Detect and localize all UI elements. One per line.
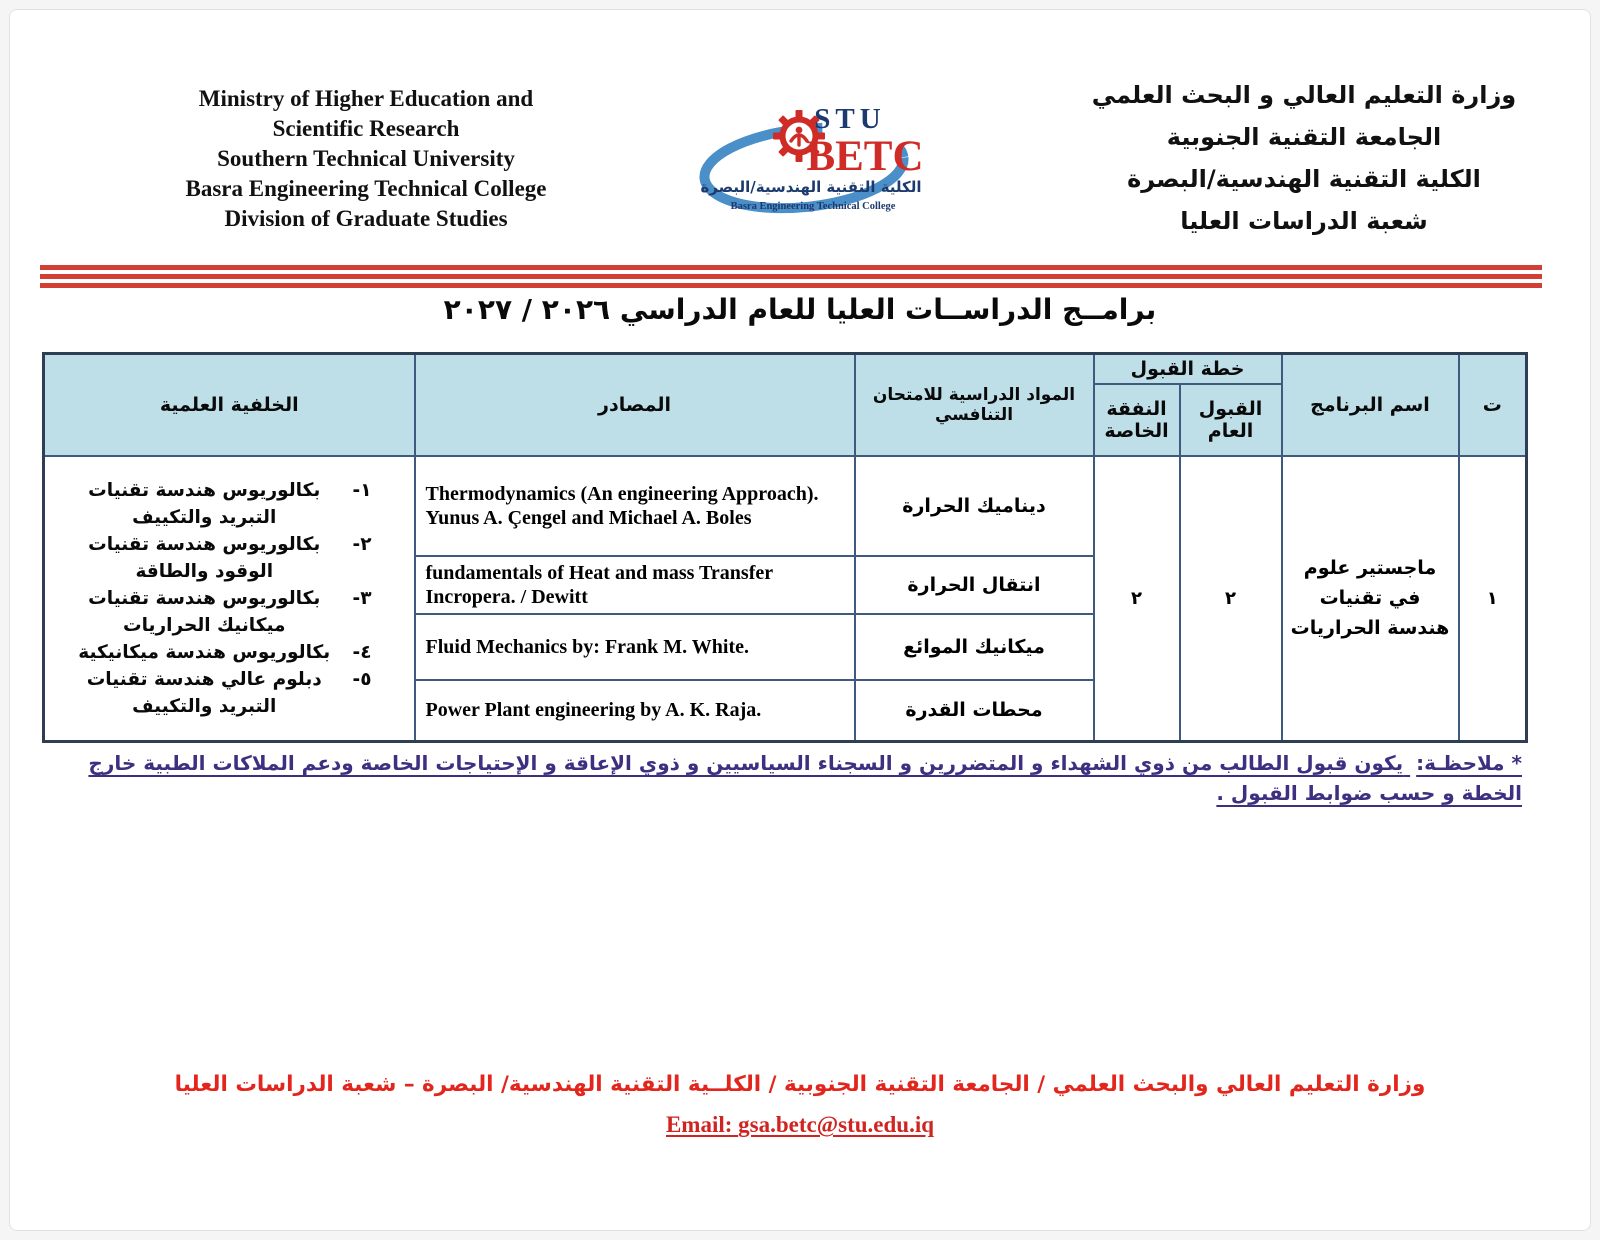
footer-email (0, 1112, 1600, 1138)
letterhead-english-line: Scientific Research (272, 116, 460, 141)
logo-arabic-name: الكلية التقنية الهندسية/البصرة (700, 178, 921, 196)
email-label: Email: (665, 1112, 733, 1137)
background-item (71, 639, 372, 666)
letterhead-english-line: Southern Technical University (217, 146, 515, 171)
background-item-number: ٢- (352, 533, 372, 555)
col-header-sources: المصادر (415, 354, 855, 456)
college-logo-emblem (693, 90, 921, 218)
letterhead-english-line: Ministry of Higher Education and (198, 86, 534, 111)
cell-subject: ديناميك الحرارة (855, 456, 1094, 556)
cell-source: Fluid Mechanics by: Frank M. White. (415, 614, 855, 680)
cell-source: fundamentals of Heat and mass Transfer Incropera. / Dewitt (415, 556, 855, 614)
logo-stu-text: STU (814, 103, 886, 135)
letterhead-arabic-line: شعبة الدراسات العليا (1180, 207, 1428, 235)
divider-rule-top (40, 265, 1542, 270)
background-item-number: ١- (352, 479, 372, 501)
col-header-private-expense: النفقة الخاصة (1094, 384, 1180, 456)
programs-table (42, 352, 1528, 743)
logo-english-name: Basra Engineering Technical College (730, 201, 896, 212)
person-icon (796, 127, 803, 134)
background-item-text: بكالوريوس هندسة تقنيات ميكانيك الحراريات (88, 587, 321, 636)
divider-rule-bottom (40, 283, 1542, 288)
background-item-number: ٣- (352, 587, 372, 609)
background-item-number: ٥- (352, 668, 372, 690)
cell-serial: ١ (1459, 456, 1527, 742)
email-address: gsa.betc@stu.edu.iq (738, 1112, 935, 1137)
background-item-text: بكالوريوس هندسة تقنيات الوقود والطاقة (88, 533, 321, 582)
col-header-serial: ت (1459, 354, 1527, 456)
admission-note (60, 748, 1522, 808)
footer-line: وزارة التعليم العالي والبحث العلمي / الجامعة التقنية الجنوبية / الكلــية التقنية الهندسية/ البصرة – شعبة الدراسات العليا (174, 1072, 1426, 1097)
document-title: برامــج الدراســات العليا للعام الدراسي ٢٠٢٦ / ٢٠٢٧ (443, 293, 1157, 326)
letterhead-arabic-line: الجامعة التقنية الجنوبية (1166, 123, 1442, 151)
note-text: يكون قبول الطالب من ذوي الشهداء و المتضررين و السجناء السياسيين و ذوي الإعاقة و الإحتياجات الخاصة ودعم الملاكات الطبية خارج الخطة و حسب ضوابط القبول . (88, 751, 1522, 805)
cell-source: Thermodynamics (An engineering Approach). Yunus A. Çengel and Michael A. Boles (415, 456, 855, 556)
cell-program-name: ماجستير علوم في تقنيات هندسة الحراريات (1282, 456, 1459, 742)
letterhead-arabic-line: وزارة التعليم العالي و البحث العلمي (1091, 81, 1517, 109)
divider-rule-middle (40, 274, 1542, 279)
background-item-text: دبلوم عالي هندسة تقنيات التبريد والتكييف (86, 668, 322, 717)
cell-subject: انتقال الحرارة (855, 556, 1094, 614)
col-header-subjects: المواد الدراسية للامتحان التنافسي (855, 354, 1094, 456)
background-item-number: ٤- (352, 641, 372, 663)
cell-scientific-background (44, 456, 415, 742)
background-item (71, 531, 372, 585)
logo-betc-text: BETC (806, 133, 921, 180)
cell-general-admission: ٢ (1180, 456, 1282, 742)
background-item-text: بكالوريوس هندسة تقنيات التبريد والتكييف (88, 479, 321, 528)
letterhead-english (90, 84, 642, 234)
background-item-text: بكالوريوس هندسة ميكانيكية (78, 641, 331, 663)
cell-subject: ميكانيك الموائع (855, 614, 1094, 680)
letterhead-english-line: Basra Engineering Technical College (185, 176, 547, 201)
col-header-admission-plan: خطة القبول (1094, 354, 1282, 384)
college-logo (693, 90, 921, 218)
cell-subject: محطات القدرة (855, 680, 1094, 742)
col-header-background: الخلفية العلمية (44, 354, 415, 456)
col-header-general-admission: القبول العام (1180, 384, 1282, 456)
background-item (71, 477, 372, 531)
letterhead-arabic (1078, 74, 1530, 242)
letterhead-arabic-line: الكلية التقنية الهندسية/البصرة (1127, 165, 1481, 193)
programs-table-wrap (42, 352, 1528, 743)
cell-private-expense: ٢ (1094, 456, 1180, 742)
cell-source: Power Plant engineering by A. K. Raja. (415, 680, 855, 742)
col-header-program: اسم البرنامج (1282, 354, 1459, 456)
background-item (71, 585, 372, 639)
letterhead-english-line: Division of Graduate Studies (224, 206, 508, 231)
note-label: * ملاحظـة: (1416, 751, 1522, 775)
background-item (71, 666, 372, 720)
